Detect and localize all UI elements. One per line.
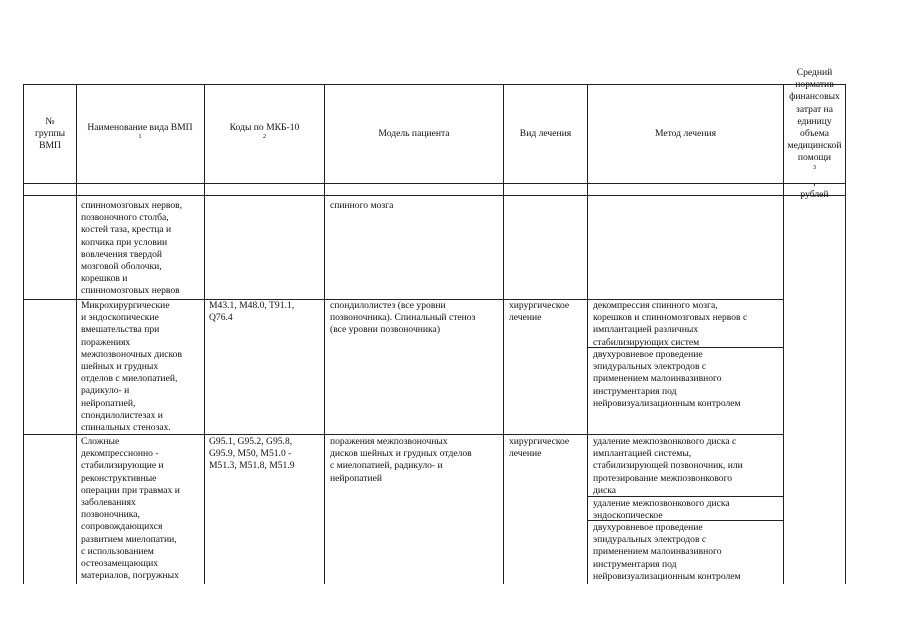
row-2-mkb-codes: G95.1, G95.2, G95.8, G95.9, M50, M51.0 - M51.3, M51.8, M51.9 bbox=[209, 436, 295, 472]
row-1-mkb-codes: M43.1, M48.0, T91.1, Q76.4 bbox=[209, 300, 295, 324]
row-0-treatment-type bbox=[509, 200, 586, 299]
row-0-mkb-codes bbox=[209, 200, 323, 299]
header-cost-norm-text: Средний норматив финансовых затрат на единицу объема медицинской помощи bbox=[787, 66, 842, 164]
header-treatment-method: Метод лечения bbox=[654, 127, 717, 139]
row-0-method-0 bbox=[593, 200, 782, 299]
row-2-patient-model: поражения межпозвоночных дисков шейных и грудных отделов с миелопатией, радикуло- и нейропатией bbox=[330, 436, 472, 484]
col-line-7 bbox=[845, 84, 846, 584]
row-1-vmp-name: Микрохирургические и эндоскопические вмешательства при поражениях межпозвоночных дисков шейных и грудных отделов с миелопатией, радикуло- и нейропатией, спондилолистезах и спинальных стенозах. bbox=[81, 300, 182, 434]
header-vmp-name bbox=[80, 85, 200, 183]
header-mkb-codes-text: Коды по МКБ-10 bbox=[229, 121, 300, 133]
header-treatment-type: Вид лечения bbox=[519, 127, 572, 139]
header-bottom-line bbox=[23, 183, 846, 184]
footnote-1: 1 bbox=[138, 132, 142, 140]
row-1-treatment-type: хирургическое лечение bbox=[509, 300, 570, 324]
row-2-method-1: удаление межпозвонкового диска эндоскопическое bbox=[593, 498, 730, 522]
row-0-vmp-name: спинномозговых нервов, позвоночного столба, костей таза, крестца и копчика при условии вовлечения твердой мозговой оболочки, корешков и спинномозговых нервов bbox=[81, 200, 183, 297]
row-1-method-1: двухуровневое проведение эпидуральных электродов с применением малоинвазивного инструментария под нейровизуализационным контролем bbox=[593, 349, 741, 409]
footnote-2: 2 bbox=[262, 132, 267, 140]
row-1-patient-model: спондилолистез (все уровни позвоночника). Спинальный стеноз (все уровни позвоночника) bbox=[330, 300, 476, 336]
row-2-method-2: двухуровневое проведение эпидуральных электродов с применением малоинвазивного инструментария под нейровизуализационным контролем bbox=[593, 522, 741, 582]
header-mkb-codes bbox=[205, 85, 324, 183]
header-cost-norm-tail: , рублей bbox=[800, 176, 829, 200]
header-cost-norm bbox=[784, 66, 845, 200]
row-1-method-0: декомпрессия спинного мозга, корешков и спинномозговых нервов с имплантацией различных стабилизирующих систем bbox=[593, 300, 748, 348]
col-line-1 bbox=[76, 84, 77, 584]
method-divider-2 bbox=[587, 496, 783, 497]
row-0-patient-model: спинного мозга bbox=[330, 200, 394, 211]
header-patient-model: Модель пациента bbox=[378, 127, 450, 139]
row-2-vmp-name: Сложные декомпрессионно - стабилизирующие и реконструктивные операции при травмах и заболеваниях позвоночника, сопровождающихся развитием миелопатии, с использованием остеозамещающих материалов, погружных bbox=[81, 436, 180, 582]
row-2-method-0: удаление межпозвонкового диска с имплантацией системы, стабилизирующей позвоночник, или протезирование межпозвонкового диска bbox=[593, 436, 743, 496]
header-group-number: № группы ВМП bbox=[34, 115, 66, 152]
row-2-treatment-type: хирургическое лечение bbox=[509, 436, 570, 460]
spacer-row-line bbox=[23, 195, 846, 196]
footnote-3: 3 bbox=[812, 163, 817, 171]
header-vmp-name-text: Наименование вида ВМП bbox=[87, 121, 193, 133]
